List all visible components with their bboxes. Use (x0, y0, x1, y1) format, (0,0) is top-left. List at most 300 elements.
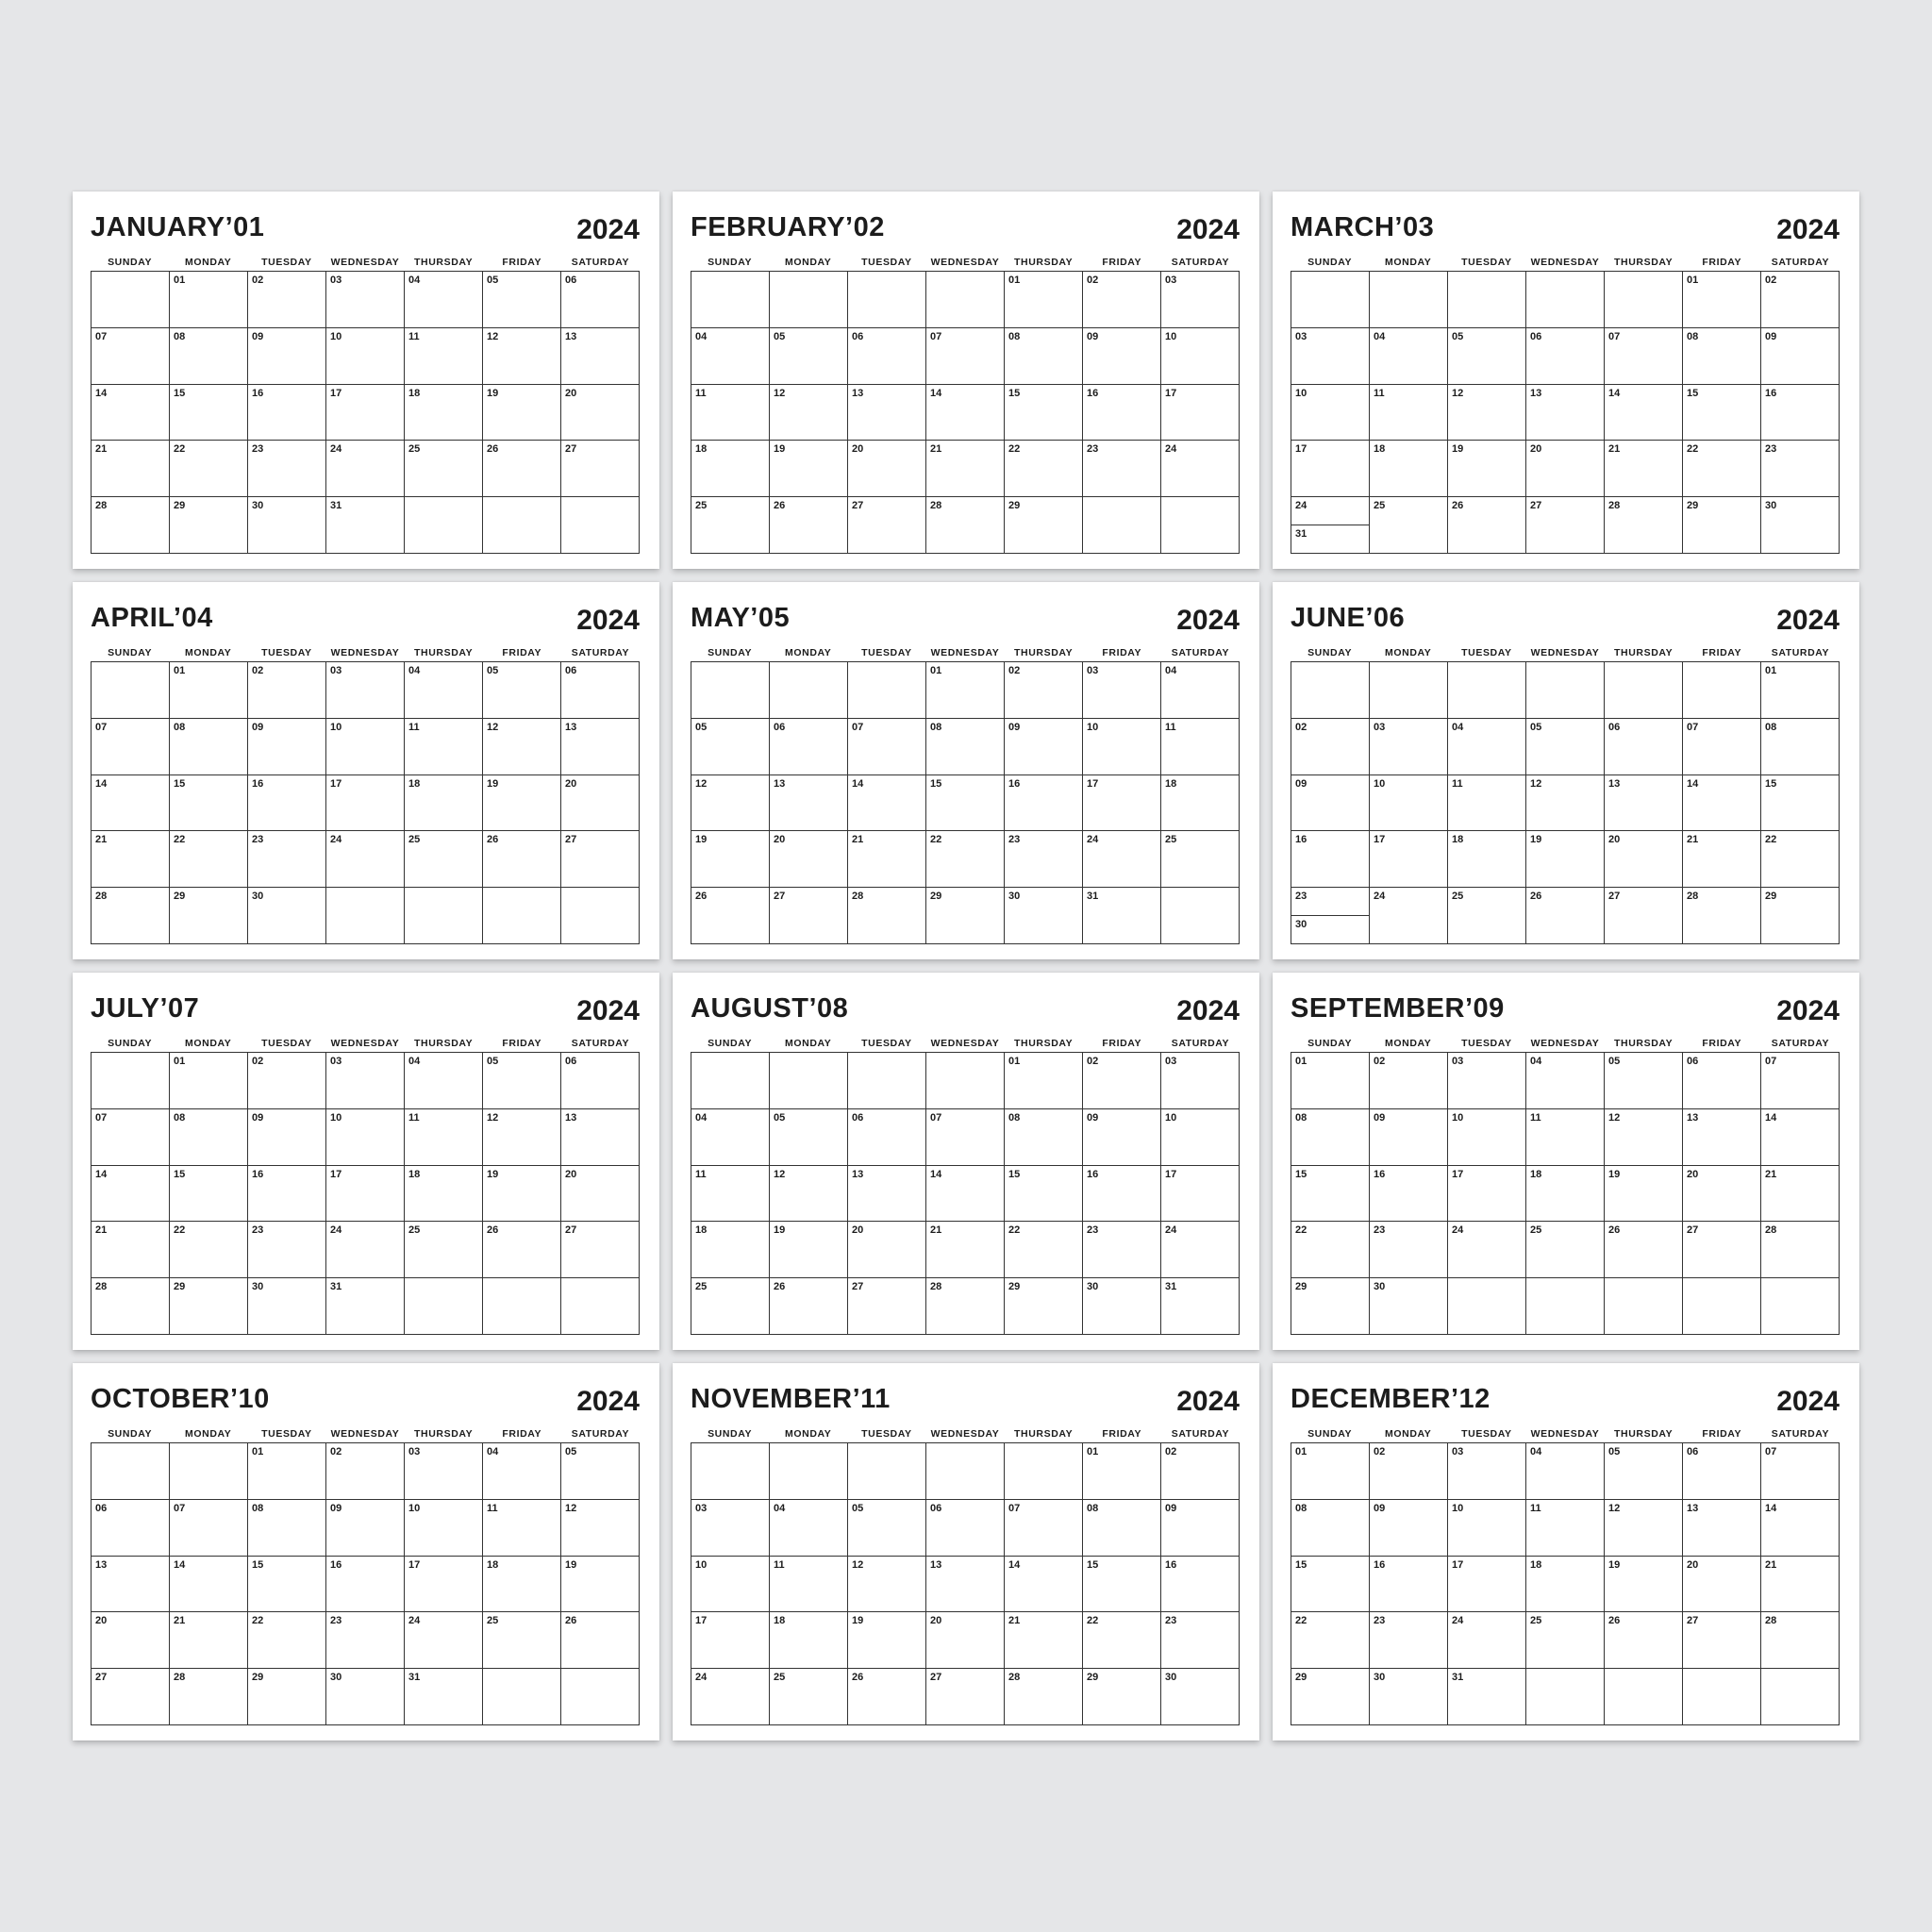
day-cell[interactable] (770, 1278, 848, 1335)
day-cell[interactable] (170, 1166, 248, 1223)
day-cell[interactable] (1526, 385, 1605, 441)
day-cell[interactable] (770, 272, 848, 328)
day-cell[interactable] (561, 1053, 640, 1109)
day-cell[interactable] (1448, 831, 1526, 888)
day-cell[interactable] (405, 1278, 483, 1335)
day-cell[interactable] (170, 1053, 248, 1109)
day-cell[interactable] (1605, 831, 1683, 888)
day-cell[interactable] (1005, 775, 1083, 832)
day-cell[interactable] (1605, 662, 1683, 719)
day-cell[interactable] (1448, 328, 1526, 385)
day-cell[interactable] (1083, 1053, 1161, 1109)
day-cell[interactable] (770, 1669, 848, 1725)
day-cell[interactable] (848, 1166, 926, 1223)
day-cell[interactable] (1761, 1500, 1840, 1557)
day-cell[interactable] (926, 1669, 1005, 1725)
day-cell[interactable] (248, 441, 326, 497)
day-cell[interactable] (848, 775, 926, 832)
day-cell[interactable] (1683, 719, 1761, 775)
day-cell[interactable] (326, 775, 405, 832)
day-cell[interactable] (170, 328, 248, 385)
day-cell[interactable] (405, 497, 483, 554)
day-cell[interactable] (1605, 1222, 1683, 1278)
day-cell[interactable] (170, 888, 248, 944)
day-cell[interactable] (1083, 1166, 1161, 1223)
day-cell[interactable] (1291, 385, 1370, 441)
day-cell[interactable] (1005, 719, 1083, 775)
day-cell[interactable] (1291, 831, 1370, 888)
day-cell[interactable] (561, 888, 640, 944)
day-cell[interactable] (770, 441, 848, 497)
day-cell[interactable] (1005, 1669, 1083, 1725)
day-cell[interactable] (1605, 719, 1683, 775)
day-cell[interactable] (483, 1500, 561, 1557)
day-cell[interactable] (1761, 441, 1840, 497)
day-cell[interactable] (1683, 775, 1761, 832)
day-cell[interactable] (326, 1612, 405, 1669)
day-cell[interactable] (926, 662, 1005, 719)
day-cell[interactable] (1161, 1053, 1240, 1109)
day-cell[interactable] (848, 831, 926, 888)
day-cell[interactable] (848, 272, 926, 328)
day-cell[interactable] (1083, 1500, 1161, 1557)
day-cell[interactable] (405, 1443, 483, 1500)
day-cell[interactable] (691, 1500, 770, 1557)
day-cell[interactable] (848, 888, 926, 944)
day-cell[interactable] (1605, 1669, 1683, 1725)
day-cell[interactable] (483, 497, 561, 554)
day-cell[interactable] (1370, 1053, 1448, 1109)
day-cell[interactable] (561, 719, 640, 775)
day-cell[interactable] (1761, 1443, 1840, 1500)
day-cell[interactable] (691, 888, 770, 944)
day-cell[interactable] (483, 1053, 561, 1109)
day-cell[interactable] (248, 385, 326, 441)
day-cell[interactable] (926, 775, 1005, 832)
day-cell[interactable] (1161, 1612, 1240, 1669)
day-cell[interactable] (926, 1500, 1005, 1557)
day-cell[interactable] (405, 1669, 483, 1725)
day-cell[interactable] (926, 888, 1005, 944)
day-cell[interactable] (691, 831, 770, 888)
day-cell[interactable] (770, 662, 848, 719)
day-cell[interactable] (1161, 1443, 1240, 1500)
day-cell[interactable] (248, 1053, 326, 1109)
day-cell[interactable] (1291, 328, 1370, 385)
day-cell[interactable] (1526, 441, 1605, 497)
day-cell[interactable] (248, 1669, 326, 1725)
day-cell[interactable] (1161, 775, 1240, 832)
day-cell[interactable] (561, 441, 640, 497)
day-cell[interactable] (1448, 1053, 1526, 1109)
day-cell[interactable] (1370, 385, 1448, 441)
day-cell[interactable] (326, 1669, 405, 1725)
day-cell[interactable] (1526, 1557, 1605, 1613)
day-cell[interactable] (1291, 1557, 1370, 1613)
day-cell[interactable] (1761, 1166, 1840, 1223)
day-cell[interactable] (248, 1109, 326, 1166)
day-cell[interactable] (1083, 441, 1161, 497)
day-cell[interactable] (1291, 662, 1370, 719)
day-cell[interactable] (1291, 497, 1370, 554)
day-cell[interactable] (248, 497, 326, 554)
day-cell[interactable] (1083, 1612, 1161, 1669)
day-cell[interactable] (1370, 1557, 1448, 1613)
day-cell[interactable] (1005, 272, 1083, 328)
day-cell[interactable] (926, 441, 1005, 497)
day-cell[interactable] (1005, 831, 1083, 888)
day-cell[interactable] (1005, 1500, 1083, 1557)
day-cell[interactable] (1370, 1500, 1448, 1557)
day-cell[interactable] (248, 1278, 326, 1335)
day-cell[interactable] (1683, 272, 1761, 328)
day-cell[interactable] (1526, 1443, 1605, 1500)
day-cell[interactable] (1161, 328, 1240, 385)
day-cell[interactable] (561, 497, 640, 554)
day-cell[interactable] (1605, 1612, 1683, 1669)
day-cell[interactable] (1683, 1109, 1761, 1166)
day-cell[interactable] (1605, 328, 1683, 385)
day-cell[interactable] (1761, 1612, 1840, 1669)
day-cell[interactable] (1448, 1612, 1526, 1669)
day-cell[interactable] (1761, 831, 1840, 888)
day-cell[interactable] (326, 1109, 405, 1166)
day-cell[interactable] (405, 1222, 483, 1278)
day-cell[interactable] (1526, 719, 1605, 775)
day-cell[interactable] (92, 1109, 170, 1166)
day-cell[interactable] (1448, 1669, 1526, 1725)
day-cell[interactable] (926, 385, 1005, 441)
day-cell[interactable] (770, 831, 848, 888)
day-cell[interactable] (1526, 888, 1605, 944)
day-cell[interactable] (92, 662, 170, 719)
day-cell[interactable] (1683, 1222, 1761, 1278)
day-cell[interactable] (1761, 662, 1840, 719)
day-cell[interactable] (170, 1612, 248, 1669)
day-cell[interactable] (1005, 441, 1083, 497)
day-cell[interactable] (1526, 497, 1605, 554)
day-cell[interactable] (1161, 831, 1240, 888)
day-cell[interactable] (1526, 775, 1605, 832)
day-cell[interactable] (1370, 1109, 1448, 1166)
day-cell[interactable] (1370, 1443, 1448, 1500)
day-cell[interactable] (1761, 1109, 1840, 1166)
day-cell[interactable] (1161, 1669, 1240, 1725)
day-cell[interactable] (92, 1278, 170, 1335)
day-cell[interactable] (1526, 1109, 1605, 1166)
day-cell[interactable] (848, 719, 926, 775)
day-cell[interactable] (1448, 1222, 1526, 1278)
day-cell[interactable] (248, 719, 326, 775)
day-cell[interactable] (1161, 1500, 1240, 1557)
day-cell[interactable] (170, 272, 248, 328)
day-cell[interactable] (1005, 497, 1083, 554)
day-cell[interactable] (170, 1278, 248, 1335)
day-cell[interactable] (1761, 1053, 1840, 1109)
day-cell[interactable] (848, 1053, 926, 1109)
day-cell[interactable] (1683, 888, 1761, 944)
day-cell[interactable] (1448, 775, 1526, 832)
day-cell[interactable] (326, 328, 405, 385)
day-cell[interactable] (1083, 385, 1161, 441)
day-cell[interactable] (483, 1443, 561, 1500)
day-cell[interactable] (770, 1500, 848, 1557)
day-cell[interactable] (405, 831, 483, 888)
day-cell[interactable] (770, 888, 848, 944)
day-cell[interactable] (691, 497, 770, 554)
day-cell[interactable] (1370, 497, 1448, 554)
day-cell[interactable] (326, 1222, 405, 1278)
day-cell[interactable] (1761, 888, 1840, 944)
day-cell[interactable] (691, 1109, 770, 1166)
day-cell[interactable] (92, 888, 170, 944)
day-cell[interactable] (1083, 328, 1161, 385)
day-cell[interactable] (1605, 1557, 1683, 1613)
day-cell[interactable] (1761, 272, 1840, 328)
day-cell[interactable] (1526, 662, 1605, 719)
day-cell[interactable] (1291, 1222, 1370, 1278)
day-cell[interactable] (1683, 441, 1761, 497)
day-cell[interactable] (92, 272, 170, 328)
day-cell[interactable] (1526, 1053, 1605, 1109)
day-cell[interactable] (405, 1557, 483, 1613)
day-cell[interactable] (561, 1669, 640, 1725)
day-cell[interactable] (326, 1443, 405, 1500)
day-cell[interactable] (1761, 1278, 1840, 1335)
day-cell[interactable] (326, 1500, 405, 1557)
day-cell[interactable] (405, 1166, 483, 1223)
day-cell[interactable] (1083, 775, 1161, 832)
day-cell[interactable] (1161, 497, 1240, 554)
day-cell[interactable] (326, 1053, 405, 1109)
day-cell[interactable] (92, 497, 170, 554)
day-cell[interactable] (1605, 1500, 1683, 1557)
day-cell[interactable] (1291, 1053, 1370, 1109)
day-cell[interactable] (1605, 775, 1683, 832)
day-cell[interactable] (92, 385, 170, 441)
day-cell[interactable] (1370, 1278, 1448, 1335)
day-cell[interactable] (1526, 328, 1605, 385)
day-cell[interactable] (483, 1612, 561, 1669)
day-cell[interactable] (483, 1109, 561, 1166)
day-cell[interactable] (1605, 385, 1683, 441)
day-cell[interactable] (170, 1669, 248, 1725)
day-cell[interactable] (1683, 1443, 1761, 1500)
day-cell[interactable] (1161, 1222, 1240, 1278)
day-cell[interactable] (92, 1053, 170, 1109)
day-cell[interactable] (1683, 1500, 1761, 1557)
day-cell[interactable] (1761, 1557, 1840, 1613)
day-cell[interactable] (405, 1500, 483, 1557)
day-cell[interactable] (926, 1278, 1005, 1335)
day-cell[interactable] (1370, 831, 1448, 888)
day-cell[interactable] (848, 385, 926, 441)
day-cell[interactable] (1761, 328, 1840, 385)
day-cell[interactable] (926, 497, 1005, 554)
day-cell[interactable] (170, 1222, 248, 1278)
day-cell[interactable] (770, 385, 848, 441)
day-cell[interactable] (170, 1443, 248, 1500)
day-cell[interactable] (770, 1557, 848, 1613)
day-cell[interactable] (1448, 272, 1526, 328)
day-cell[interactable] (691, 328, 770, 385)
day-cell[interactable] (483, 831, 561, 888)
day-cell[interactable] (1161, 441, 1240, 497)
day-cell[interactable] (92, 831, 170, 888)
day-cell[interactable] (1161, 272, 1240, 328)
day-cell[interactable] (561, 328, 640, 385)
day-cell[interactable] (848, 1557, 926, 1613)
day-cell[interactable] (1761, 385, 1840, 441)
day-cell[interactable] (1370, 328, 1448, 385)
day-cell[interactable] (1291, 719, 1370, 775)
day-cell[interactable] (1370, 1222, 1448, 1278)
day-cell[interactable] (1291, 1166, 1370, 1223)
day-cell[interactable] (770, 1053, 848, 1109)
day-cell[interactable] (1083, 719, 1161, 775)
day-cell[interactable] (1683, 1278, 1761, 1335)
day-cell[interactable] (1526, 1669, 1605, 1725)
day-cell[interactable] (848, 1109, 926, 1166)
day-cell[interactable] (1448, 385, 1526, 441)
day-cell[interactable] (1005, 1053, 1083, 1109)
day-cell[interactable] (1761, 497, 1840, 554)
day-cell[interactable] (1083, 1109, 1161, 1166)
day-cell[interactable] (483, 1557, 561, 1613)
day-cell[interactable] (926, 1612, 1005, 1669)
day-cell[interactable] (926, 1109, 1005, 1166)
day-cell[interactable] (1683, 497, 1761, 554)
day-cell[interactable] (483, 662, 561, 719)
day-cell[interactable] (561, 385, 640, 441)
day-cell[interactable] (1448, 1443, 1526, 1500)
day-cell[interactable] (92, 328, 170, 385)
day-cell[interactable] (1083, 1557, 1161, 1613)
day-cell[interactable] (170, 385, 248, 441)
day-cell[interactable] (848, 441, 926, 497)
day-cell[interactable] (561, 1166, 640, 1223)
day-cell[interactable] (326, 497, 405, 554)
day-cell[interactable] (405, 328, 483, 385)
day-cell[interactable] (1005, 662, 1083, 719)
day-cell[interactable] (1005, 1557, 1083, 1613)
day-cell[interactable] (1761, 1669, 1840, 1725)
day-cell[interactable] (1448, 662, 1526, 719)
day-cell[interactable] (1605, 1166, 1683, 1223)
day-cell[interactable] (1683, 1612, 1761, 1669)
day-cell[interactable] (691, 662, 770, 719)
day-cell[interactable] (770, 1222, 848, 1278)
day-cell[interactable] (1083, 1669, 1161, 1725)
day-cell[interactable] (561, 1278, 640, 1335)
day-cell[interactable] (926, 1166, 1005, 1223)
day-cell[interactable] (92, 775, 170, 832)
day-cell[interactable] (1291, 775, 1370, 832)
day-cell[interactable] (1005, 1278, 1083, 1335)
day-cell[interactable] (326, 385, 405, 441)
day-cell[interactable] (770, 775, 848, 832)
day-cell[interactable] (1526, 831, 1605, 888)
day-cell[interactable] (1161, 385, 1240, 441)
day-cell[interactable] (326, 441, 405, 497)
day-cell[interactable] (770, 1166, 848, 1223)
day-cell[interactable] (92, 1500, 170, 1557)
day-cell[interactable] (170, 441, 248, 497)
day-cell[interactable] (92, 1557, 170, 1613)
day-cell[interactable] (561, 1557, 640, 1613)
day-cell[interactable] (170, 831, 248, 888)
day-cell[interactable] (1683, 831, 1761, 888)
day-cell[interactable] (1005, 1166, 1083, 1223)
day-cell[interactable] (248, 272, 326, 328)
day-cell[interactable] (1683, 1669, 1761, 1725)
day-cell[interactable] (1370, 272, 1448, 328)
day-cell[interactable] (691, 719, 770, 775)
day-cell[interactable] (1161, 1166, 1240, 1223)
day-cell[interactable] (561, 1500, 640, 1557)
day-cell[interactable] (248, 1612, 326, 1669)
day-cell[interactable] (248, 1443, 326, 1500)
day-cell[interactable] (770, 1443, 848, 1500)
day-cell[interactable] (326, 272, 405, 328)
day-cell[interactable] (483, 1278, 561, 1335)
day-cell[interactable] (1083, 1443, 1161, 1500)
day-cell[interactable] (1526, 1222, 1605, 1278)
day-cell[interactable] (326, 1166, 405, 1223)
day-cell[interactable] (1448, 1109, 1526, 1166)
day-cell[interactable] (1761, 1222, 1840, 1278)
day-cell[interactable] (561, 1612, 640, 1669)
day-cell[interactable] (92, 1222, 170, 1278)
day-cell[interactable] (848, 328, 926, 385)
day-cell[interactable] (1448, 1166, 1526, 1223)
day-cell[interactable] (1291, 1109, 1370, 1166)
day-cell[interactable] (848, 1443, 926, 1500)
day-cell[interactable] (1761, 775, 1840, 832)
day-cell[interactable] (405, 719, 483, 775)
day-cell[interactable] (405, 272, 483, 328)
day-cell[interactable] (848, 1669, 926, 1725)
day-cell[interactable] (483, 441, 561, 497)
day-cell[interactable] (1605, 1053, 1683, 1109)
day-cell[interactable] (1291, 1443, 1370, 1500)
day-cell[interactable] (483, 1166, 561, 1223)
day-cell[interactable] (326, 662, 405, 719)
day-cell[interactable] (1526, 1278, 1605, 1335)
day-cell[interactable] (170, 497, 248, 554)
day-cell[interactable] (1605, 441, 1683, 497)
day-cell[interactable] (926, 1557, 1005, 1613)
day-cell[interactable] (248, 1222, 326, 1278)
day-cell[interactable] (1683, 1166, 1761, 1223)
day-cell[interactable] (1448, 888, 1526, 944)
day-cell[interactable] (248, 831, 326, 888)
day-cell[interactable] (248, 1500, 326, 1557)
day-cell[interactable] (1161, 888, 1240, 944)
day-cell[interactable] (561, 775, 640, 832)
day-cell[interactable] (1083, 888, 1161, 944)
day-cell[interactable] (248, 1166, 326, 1223)
day-cell[interactable] (483, 385, 561, 441)
day-cell[interactable] (1083, 497, 1161, 554)
day-cell[interactable] (1161, 1557, 1240, 1613)
day-cell[interactable] (691, 775, 770, 832)
day-cell[interactable] (1005, 1222, 1083, 1278)
day-cell[interactable] (770, 328, 848, 385)
day-cell[interactable] (1370, 1612, 1448, 1669)
day-cell[interactable] (1370, 1669, 1448, 1725)
day-cell[interactable] (405, 441, 483, 497)
